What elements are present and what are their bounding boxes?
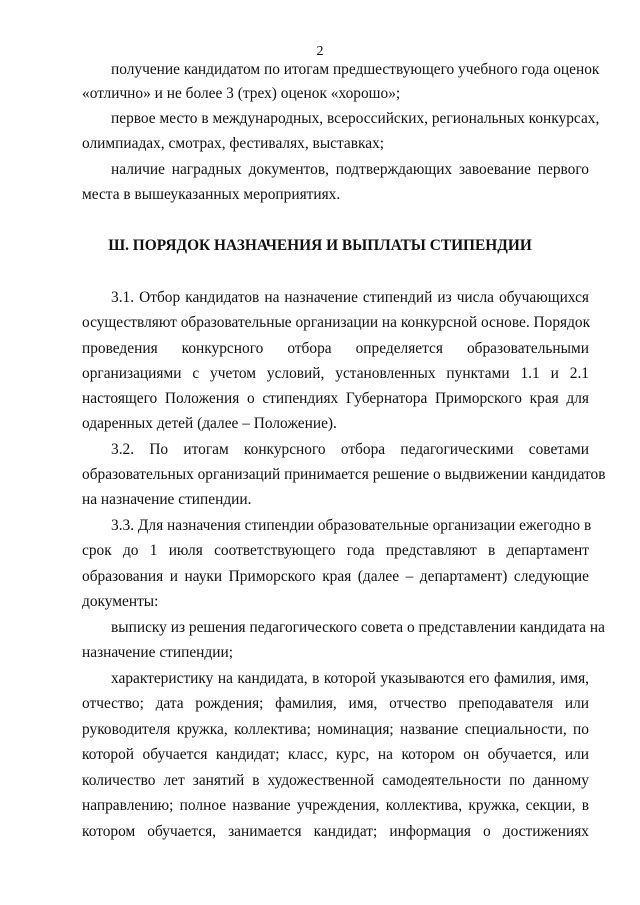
text-line: олимпиадах, смотрах, фестивалях, выставках; [82, 135, 385, 152]
text-line: котором обучается, занимается кандидат; информация о достижениях [82, 823, 589, 840]
page-number: 2 [316, 44, 324, 59]
text-line: места в вышеуказанных мероприятиях. [82, 186, 341, 203]
text-line: образовательных организаций принимается решение о выдвижении кандидатов [82, 466, 606, 483]
text-line: образования и науки Приморского края (далее – департамент) следующие [82, 568, 589, 585]
text-line: «отлично» и не более 3 (трех) оценок «хорошо»; [82, 85, 401, 102]
text-line: направлению; полное название учреждения, коллектива, кружка, секции, в [82, 797, 589, 814]
text-line: назначение стипендии; [82, 644, 233, 661]
text-line: одаренных детей (далее – Положение). [82, 415, 337, 432]
text-line: организациями с учетом условий, установленных пунктами 1.1 и 2.1 [82, 365, 589, 382]
section-heading: Ш. ПОРЯДОК НАЗНАЧЕНИЯ И ВЫПЛАТЫ СТИПЕНДИИ [108, 237, 532, 254]
text-line: 3.1. Отбор кандидатов на назначение стипендий из числа обучающихся [111, 289, 589, 306]
text-line: настоящего Положения о стипендиях Губернатора Приморского края для [82, 390, 589, 407]
text-line: руководителя кружка, коллектива; номинация; название специальности, по [82, 721, 589, 738]
text-line: 3.3. Для назначения стипендии образовательные организации ежегодно в [111, 517, 592, 534]
text-line: количество лет занятий в художественной самодеятельности по данному [82, 772, 589, 789]
text-line: на назначение стипендии. [82, 491, 252, 508]
text-line: отчество; дата рождения; фамилия, имя, отчество преподавателя или [82, 695, 589, 712]
text-line: выписку из решения педагогического совета о представлении кандидата на [111, 619, 605, 636]
text-line: 3.2. По итогам конкурсного отбора педагогическими советами [111, 441, 589, 458]
text-line: наличие наградных документов, подтверждающих завоевание первого [111, 161, 589, 178]
text-line: проведения конкурсного отбора определяется образовательными [82, 340, 589, 357]
text-line: получение кандидатом по итогам предшествующего учебного года оценок [111, 61, 600, 78]
text-line: осуществляют образовательные организации на конкурсной основе. Порядок [82, 314, 591, 331]
text-line: характеристику на кандидата, в которой указываются его фамилия, имя, [111, 670, 589, 687]
text-line: которой обучается кандидат; класс, курс, на котором он обучается, или [82, 746, 589, 763]
text-line: первое место в международных, всероссийских, региональных конкурсах, [111, 110, 600, 127]
text-line: срок до 1 июля соответствующего года представляют в департамент [82, 542, 589, 559]
text-line: документы: [82, 593, 159, 610]
